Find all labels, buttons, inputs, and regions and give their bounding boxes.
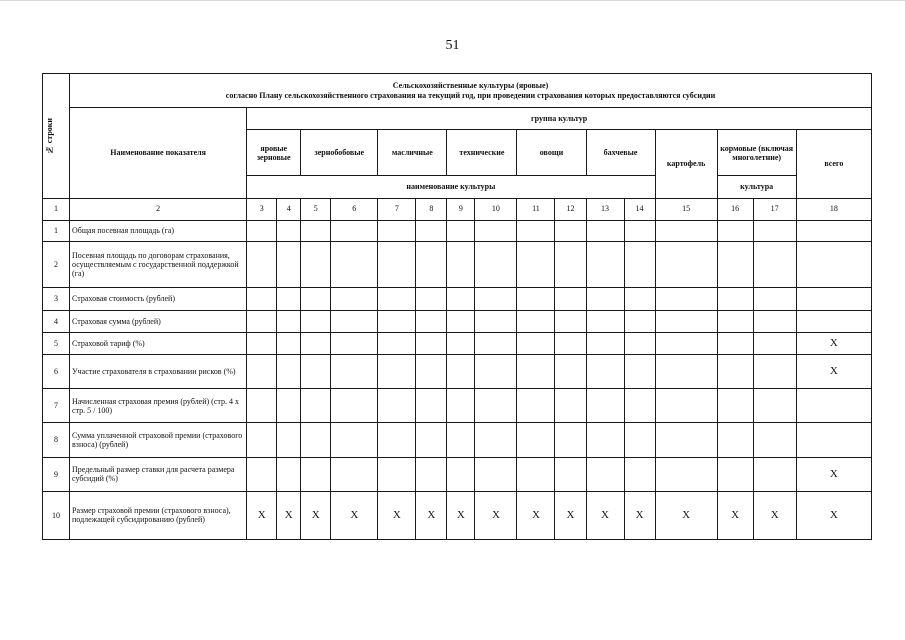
value-cell [624,241,655,287]
value-cell [555,287,586,310]
table-body [43,220,872,539]
indicator-label: Сумма уплаченной страховой премии (страхового взноса) (рублей) [70,423,247,457]
value-cell [655,287,717,310]
value-cell [331,241,378,287]
value-cell [475,423,517,457]
value-cell [555,457,586,491]
value-cell: X [378,491,416,539]
value-cell [247,220,277,241]
value-cell [796,423,871,457]
value-cell [475,241,517,287]
indicator-label: Размер страховой премии (страхового взноса), подлежащей субсидированию (рублей) [70,491,247,539]
value-cell [717,457,753,491]
value-cell [586,333,624,355]
row-number-header-cell [43,74,70,199]
subsidy-insurance-table [42,73,872,540]
crop-group-legumes: зернобобовые [301,130,378,176]
value-cell [378,333,416,355]
table-row [43,423,872,457]
value-cell [378,457,416,491]
value-cell [416,333,447,355]
column-number: 4 [277,198,301,220]
value-cell: X [717,491,753,539]
value-cell: X [624,491,655,539]
column-number: 5 [301,198,331,220]
value-cell [416,355,447,389]
value-cell [796,310,871,332]
value-cell [624,389,655,423]
value-cell [247,389,277,423]
value-cell [378,389,416,423]
value-cell: X [331,491,378,539]
value-cell [378,423,416,457]
value-cell [796,389,871,423]
value-cell [555,389,586,423]
value-cell: X [555,491,586,539]
value-cell [447,389,475,423]
value-cell [624,355,655,389]
value-cell [655,457,717,491]
value-cell [517,287,555,310]
row-number: 3 [43,287,70,310]
value-cell [331,423,378,457]
value-cell [301,355,331,389]
value-cell [331,310,378,332]
row-number: 10 [43,491,70,539]
value-cell [277,355,301,389]
value-cell [378,220,416,241]
column-number: 2 [70,198,247,220]
indicator-label: Страховая сумма (рублей) [70,310,247,332]
value-cell [247,333,277,355]
value-cell [717,355,753,389]
value-cell [753,423,796,457]
value-cell [447,287,475,310]
value-cell [586,310,624,332]
value-cell: X [796,333,871,355]
value-cell [475,310,517,332]
value-cell [796,220,871,241]
value-cell [624,423,655,457]
value-cell: X [796,491,871,539]
value-cell [331,457,378,491]
value-cell [331,220,378,241]
value-cell [753,333,796,355]
value-cell: X [475,491,517,539]
crop-group-technical: технические [447,130,517,176]
value-cell [517,389,555,423]
value-cell: X [753,491,796,539]
table-row [43,333,872,355]
value-cell [517,423,555,457]
value-cell [475,355,517,389]
column-number: 8 [416,198,447,220]
value-cell [517,310,555,332]
column-number: 18 [796,198,871,220]
crop-group-oilseeds: масличные [378,130,447,176]
table-row [43,491,872,539]
value-cell [753,241,796,287]
crop-group-fodder: кормовые (включая многолетние) [717,130,796,176]
value-cell [301,220,331,241]
indicator-label: Страховая стоимость (рублей) [70,287,247,310]
value-cell [555,310,586,332]
table-title-line2: согласно Плану сельскохозяйственного страхования на текущий год, при проведении страхования которых предоставляются субсидии [225,90,716,100]
crop-group-total: всего [796,130,871,198]
column-number: 14 [624,198,655,220]
value-cell [277,457,301,491]
value-cell [624,220,655,241]
value-cell [753,220,796,241]
value-cell [655,241,717,287]
value-cell [753,287,796,310]
value-cell [555,241,586,287]
value-cell [753,310,796,332]
value-cell [301,310,331,332]
value-cell [517,241,555,287]
crop-name-header: наименование культуры [247,176,655,198]
value-cell [655,333,717,355]
value-cell [378,241,416,287]
value-cell [475,389,517,423]
value-cell [717,220,753,241]
row-number: 4 [43,310,70,332]
column-number: 17 [753,198,796,220]
value-cell [301,333,331,355]
value-cell [717,310,753,332]
column-number: 11 [517,198,555,220]
value-cell [416,220,447,241]
value-cell [655,423,717,457]
indicator-header: Наименование показателя [70,108,247,198]
table-row [43,355,872,389]
row-number: 5 [43,333,70,355]
column-number: 1 [43,198,70,220]
value-cell [447,241,475,287]
value-cell [555,220,586,241]
value-cell [277,423,301,457]
value-cell: X [655,491,717,539]
column-number: 7 [378,198,416,220]
value-cell [247,241,277,287]
value-cell [301,389,331,423]
value-cell [624,310,655,332]
value-cell [517,457,555,491]
value-cell: X [796,457,871,491]
value-cell [416,389,447,423]
value-cell [517,220,555,241]
indicator-label: Предельный размер ставки для расчета размера субсидий (%) [70,457,247,491]
value-cell [447,457,475,491]
value-cell [586,389,624,423]
value-cell [796,241,871,287]
value-cell [717,241,753,287]
indicator-label: Участие страхователя в страховании рисков (%) [70,355,247,389]
value-cell [475,457,517,491]
value-cell: X [277,491,301,539]
value-cell [331,287,378,310]
table-row [43,287,872,310]
value-cell [277,389,301,423]
value-cell: X [796,355,871,389]
value-cell [301,423,331,457]
value-cell [447,220,475,241]
value-cell [624,457,655,491]
value-cell [247,457,277,491]
value-cell [586,423,624,457]
value-cell [331,333,378,355]
value-cell [378,310,416,332]
value-cell [416,241,447,287]
page-top-edge [0,0,905,1]
table-title-line1: Сельскохозяйственные культуры (яровые) [392,81,549,91]
value-cell [475,333,517,355]
value-cell [624,333,655,355]
value-cell [247,287,277,310]
value-cell [277,287,301,310]
value-cell [655,355,717,389]
value-cell [301,287,331,310]
column-number: 3 [247,198,277,220]
value-cell [247,310,277,332]
value-cell [301,457,331,491]
column-number-row [43,198,872,220]
value-cell [247,355,277,389]
value-cell [586,220,624,241]
value-cell [416,457,447,491]
value-cell [277,220,301,241]
value-cell [475,220,517,241]
column-number: 13 [586,198,624,220]
value-cell [717,287,753,310]
crop-group-spring-grains: яровые зерновые [247,130,301,176]
value-cell [517,355,555,389]
indicator-label: Начисленная страховая премия (рублей) (стр. 4 х стр. 5 / 100) [70,389,247,423]
value-cell [796,287,871,310]
value-cell [753,389,796,423]
value-cell [277,310,301,332]
value-cell [331,389,378,423]
value-cell [586,457,624,491]
crop-group-header: группа культур [247,108,872,130]
column-number: 9 [447,198,475,220]
value-cell [517,333,555,355]
crop-group-vegetables: овощи [517,130,586,176]
value-cell [277,241,301,287]
row-number: 6 [43,355,70,389]
value-cell [555,423,586,457]
indicator-label: Посевная площадь по договорам страхования, осуществляемым с государственной поддержкой (га) [70,241,247,287]
value-cell: X [586,491,624,539]
row-number: 7 [43,389,70,423]
table-title [70,74,872,108]
column-number: 16 [717,198,753,220]
row-number-header: № строки [45,117,54,154]
value-cell [447,310,475,332]
column-number: 6 [331,198,378,220]
value-cell [378,287,416,310]
indicator-label: Страховой тариф (%) [70,333,247,355]
value-cell [753,457,796,491]
value-cell [717,389,753,423]
value-cell: X [517,491,555,539]
value-cell [416,287,447,310]
table-row [43,389,872,423]
value-cell [301,241,331,287]
value-cell [555,355,586,389]
page-number: 51 [445,38,460,53]
row-number: 9 [43,457,70,491]
value-cell [555,333,586,355]
table-row [43,457,872,491]
column-number: 10 [475,198,517,220]
value-cell [447,333,475,355]
column-number: 15 [655,198,717,220]
value-cell [475,287,517,310]
value-cell [655,310,717,332]
value-cell: X [416,491,447,539]
column-number: 12 [555,198,586,220]
crop-header: культура [717,176,796,198]
table-row [43,241,872,287]
value-cell [624,287,655,310]
table-row [43,310,872,332]
value-cell: X [447,491,475,539]
value-cell [378,355,416,389]
row-number: 2 [43,241,70,287]
value-cell [447,355,475,389]
value-cell [655,389,717,423]
value-cell [277,333,301,355]
table-row [43,220,872,241]
value-cell [416,423,447,457]
value-cell [586,287,624,310]
value-cell [753,355,796,389]
value-cell [717,333,753,355]
value-cell [447,423,475,457]
crop-group-potatoes: картофель [655,130,717,198]
row-number: 1 [43,220,70,241]
value-cell [586,355,624,389]
value-cell [331,355,378,389]
value-cell: X [247,491,277,539]
value-cell [247,423,277,457]
value-cell [586,241,624,287]
value-cell [416,310,447,332]
value-cell [717,423,753,457]
row-number: 8 [43,423,70,457]
indicator-label: Общая посевная площадь (га) [70,220,247,241]
value-cell: X [301,491,331,539]
crop-group-melons: бахчевые [586,130,655,176]
value-cell [655,220,717,241]
